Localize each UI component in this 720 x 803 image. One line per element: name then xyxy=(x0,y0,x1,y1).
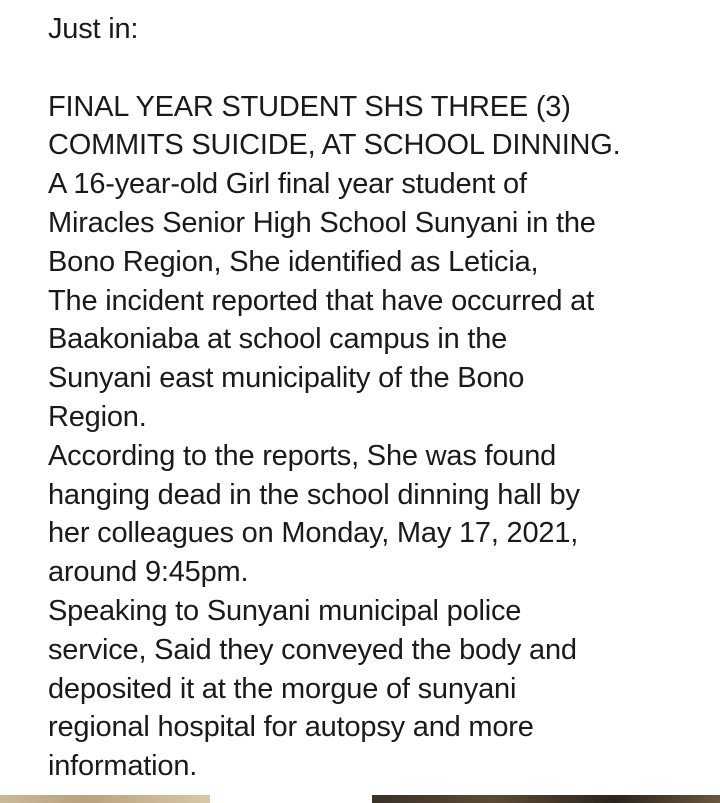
attached-photo-left[interactable] xyxy=(0,795,210,803)
attached-photo-right[interactable] xyxy=(372,795,720,803)
post-body-text: Just in: FINAL YEAR STUDENT SHS THREE (3) COMMITS SUICIDE, AT SCHOOL DINNING. A 16-year-old Girl final year student of Miracles Senior High School Sunyani in the Bono Region, She identified as Leticia, The incident reported that have occurred at Baakoniaba at school campus in the Sunyani east municipality of the Bono Region. According to the reports, She was found hanging dead in the school dinning hall by her colleagues on Monday, May 17, 2021, around 9:45pm. Speaking to Sunyani municipal police service, Said they conveyed the body and deposited it at the morgue of sunyani regional hospital for autopsy and more information. xyxy=(48,13,621,783)
